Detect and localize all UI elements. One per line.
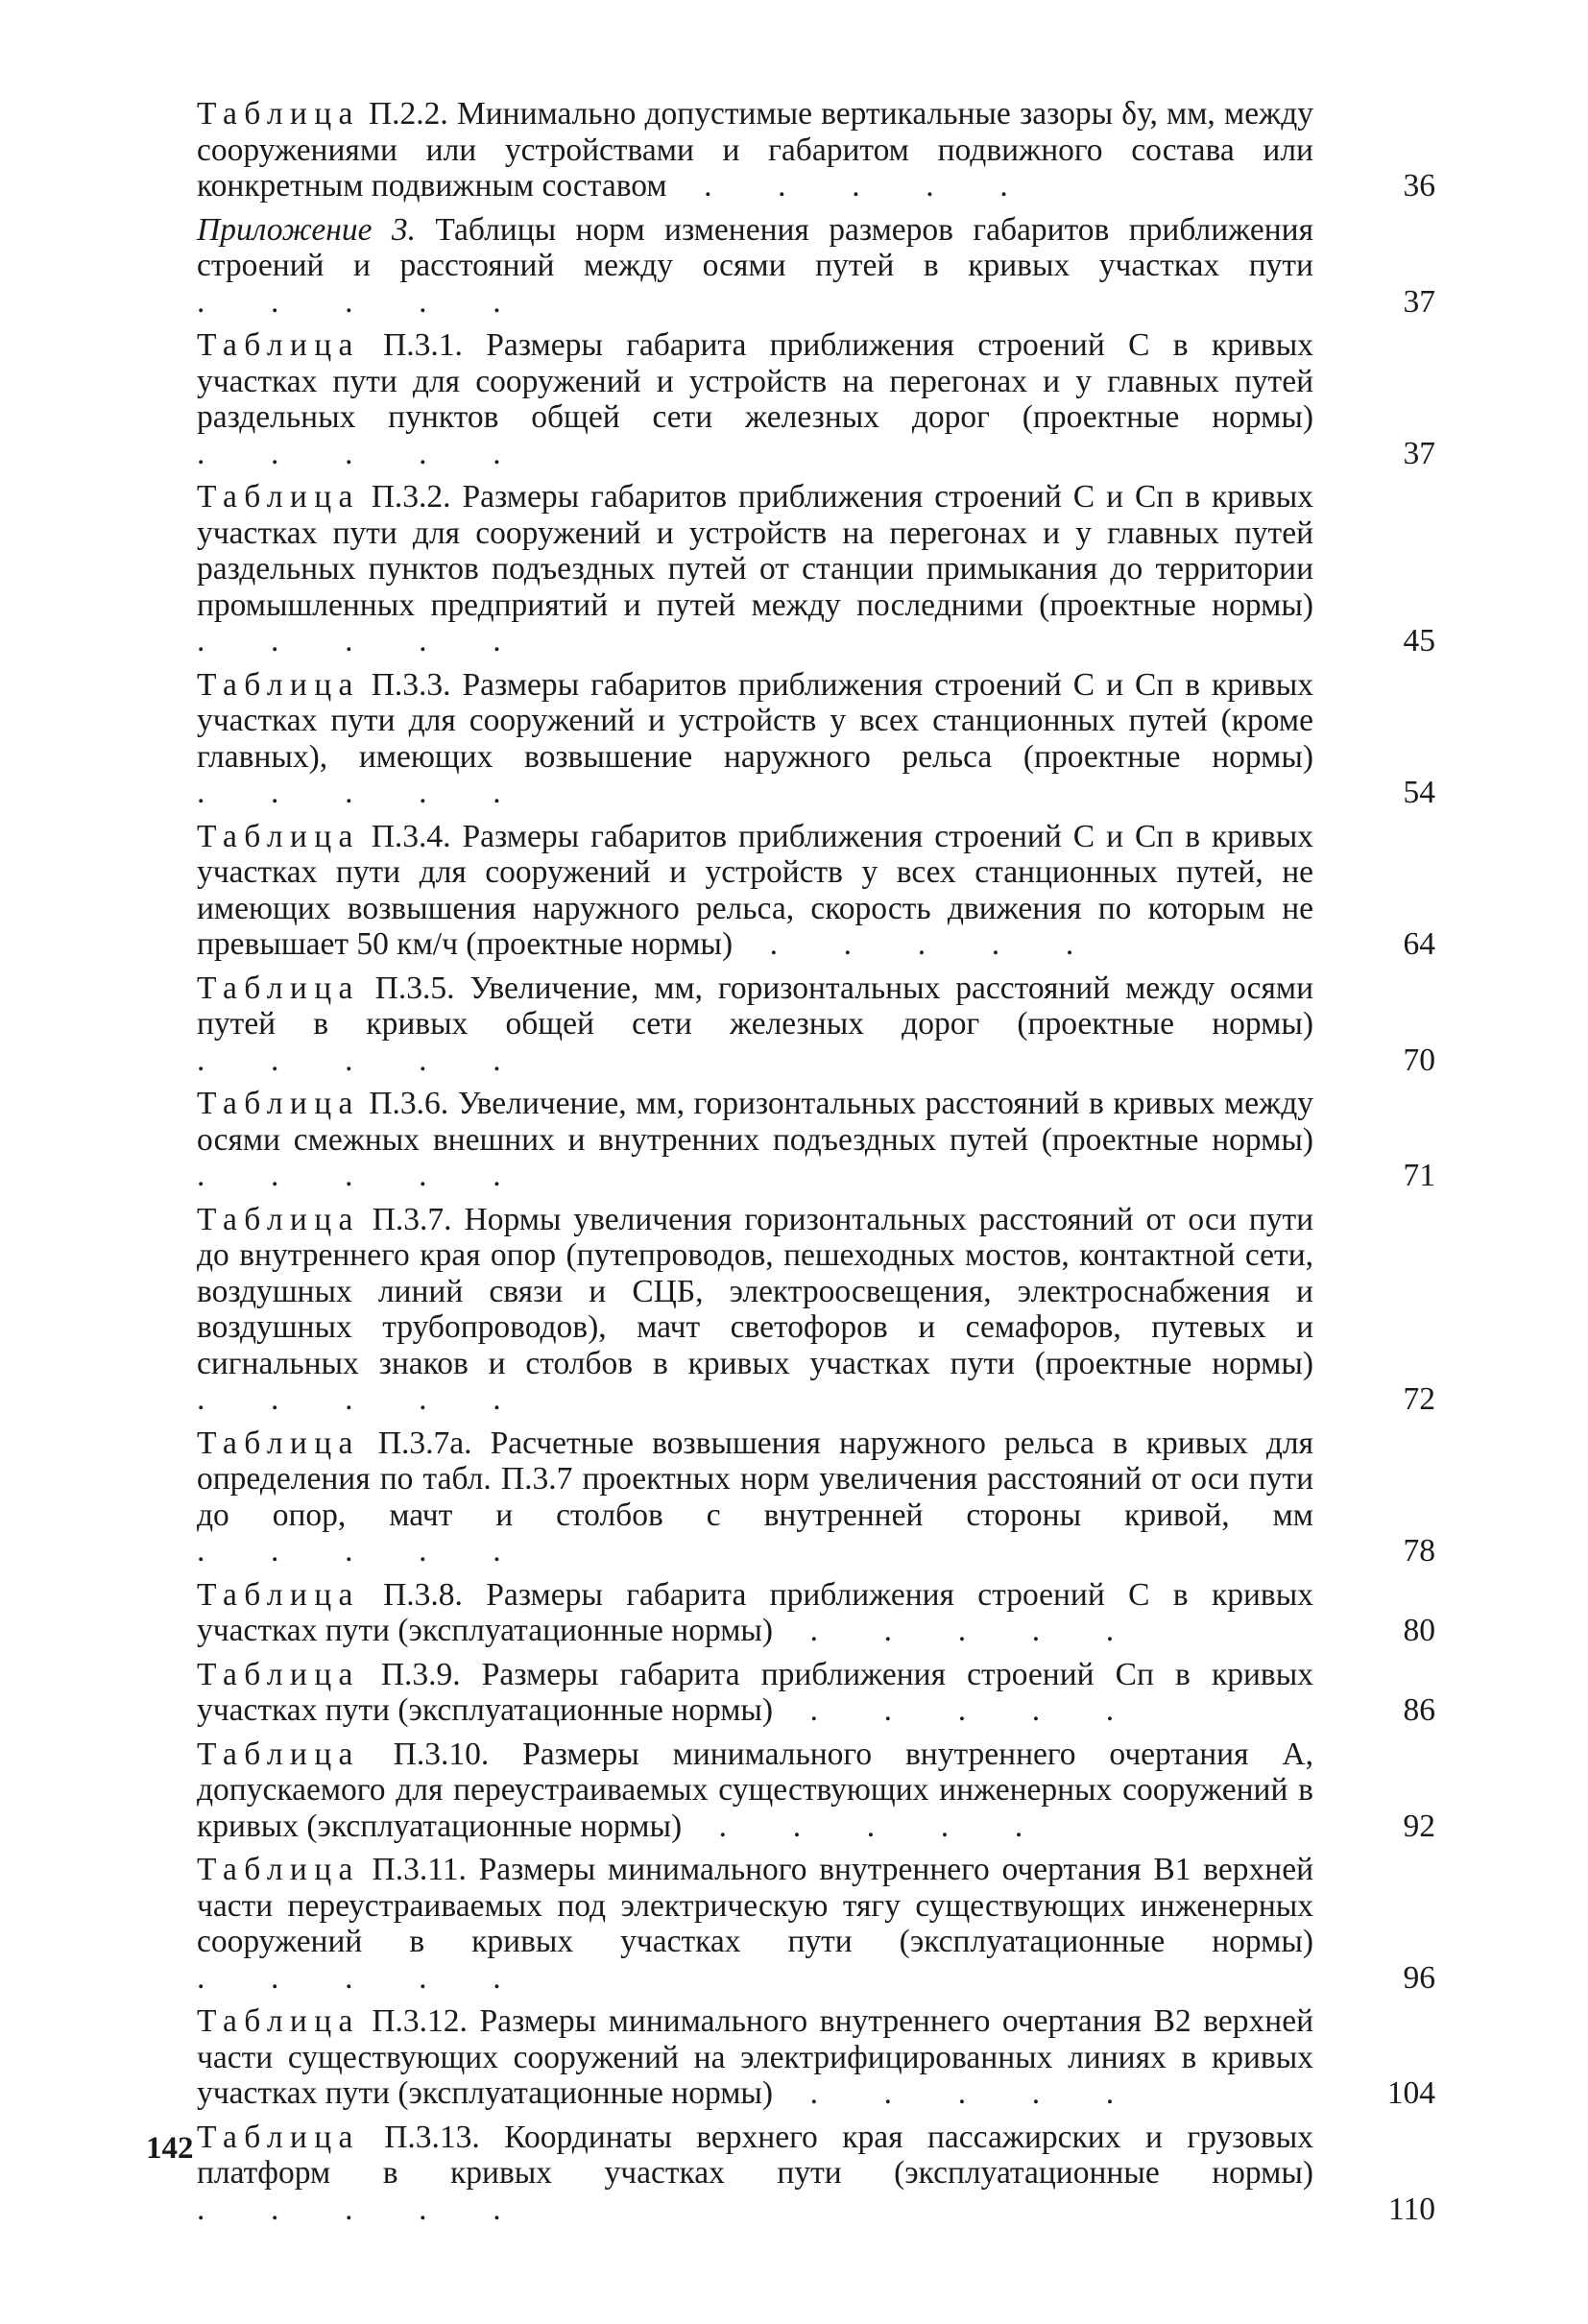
entry-number: П.3.8. [383, 1576, 463, 1613]
entry-page-number: 64 [1403, 926, 1435, 962]
entry-label: Таблица [197, 1656, 360, 1692]
entry-number: П.2.2. [368, 96, 448, 132]
dot-leader: . . . . . [773, 1613, 1143, 1648]
page-number: 142 [146, 2131, 194, 2166]
toc-entry-text [197, 1852, 1313, 1996]
entry-page-number: 54 [1403, 775, 1435, 810]
toc-entry-text [197, 1426, 1313, 1569]
entry-label: Таблица [197, 1201, 360, 1237]
entry-page-number: 110 [1387, 2191, 1435, 2227]
entry-number: П.3.4. [371, 818, 451, 854]
entry-number: П.3.7а. [377, 1425, 472, 1461]
entry-page-number: 72 [1403, 1381, 1435, 1417]
toc-entry-text [197, 970, 1313, 1079]
entry-label: Таблица [197, 818, 360, 854]
toc-entry [197, 970, 1435, 1079]
entry-label: Таблица [197, 1852, 360, 1887]
dot-leader: . . . . . [773, 2075, 1143, 2111]
entry-label: Таблица [197, 970, 360, 1006]
entry-page-number: 70 [1403, 1042, 1435, 1078]
toc-entry [197, 327, 1435, 471]
entry-description: Нормы увеличения горизонтальных расстояний от оси пути до внутреннего края опор (путепроводов, пешеходных мостов, контактной сети, воздушных линий связи и СЦБ, электроосвещения, электроснабжения и воздушных трубопроводов), мачт светофоров и семафоров, путевых и сигнальных знаков и столбов в кривых участках пути (проектные нормы) [197, 1201, 1314, 1381]
entry-label: Таблица [197, 666, 360, 703]
entry-description: Размеры габарита приближения строений С в кривых участках пути для сооружений и устройств на перегонах и у главных путей раздельных пунктов общей сети железных дорог (проектные нормы) [197, 327, 1313, 435]
entry-description: Размеры габаритов приближения строений С и Сп в кривых участках пути для сооружений и устройств у всех станционных путей (кроме главных), имеющих возвышение наружного рельса (проектные нормы) [197, 666, 1314, 775]
toc-entry-text [197, 96, 1313, 204]
dot-leader: . . . . . [197, 1042, 530, 1078]
toc-entry [197, 1852, 1435, 1996]
entry-description: Расчетные возвышения наружного рельса в кривых для определения по табл. П.3.7 проектных норм увеличения расстояний от оси пути до опор, мачт и столбов с внутренней стороны кривой, мм [197, 1425, 1314, 1533]
dot-leader: . . . . . [682, 1808, 1052, 1844]
toc-entry [197, 819, 1435, 963]
entry-label: Таблица [197, 327, 360, 363]
entry-description: Координаты верхнего края пассажирских и грузовых платформ в кривых участках пути (эксплуатационные нормы) [197, 2119, 1314, 2191]
entry-page-number: 104 [1386, 2075, 1435, 2111]
entry-page-number: 92 [1403, 1808, 1435, 1844]
dot-leader: . . . . . [197, 775, 530, 810]
toc-entry-text [197, 2120, 1313, 2228]
toc-entry [197, 2003, 1435, 2112]
toc-entry-text [197, 1086, 1313, 1194]
dot-leader: . . . . . [197, 1959, 530, 1996]
entry-label: Таблица [197, 96, 360, 132]
entry-description: Минимально допустимые вертикальные зазоры δу, мм, между сооружениями или устройствами и габаритом подвижного состава или конкретным подвижным составом [197, 96, 1313, 204]
entry-number: П.3.6. [369, 1086, 449, 1121]
entry-description: Размеры минимального внутреннего очертания В2 верхней части существующих сооружений на электрифицированных линиях в кривых участках пути (эксплуатационные нормы) [197, 2003, 1314, 2111]
toc-entry-text [197, 1577, 1313, 1649]
entry-label: Таблица [197, 2003, 360, 2039]
entry-label: Таблица [197, 479, 360, 515]
table-of-contents [197, 96, 1435, 2235]
entry-number: П.3.3. [371, 666, 451, 703]
entry-number: П.3.2. [371, 479, 451, 515]
toc-entry [197, 1202, 1435, 1418]
toc-entry [197, 1577, 1435, 1649]
entry-description: Размеры минимального внутреннего очертания В1 верхней части переустраиваемых под электрическую тягу существующих инженерных сооружений в кривых участках пути (эксплуатационные нормы) [197, 1852, 1313, 1959]
entry-label: Таблица [197, 1576, 360, 1613]
toc-entry [197, 479, 1435, 659]
toc-entry [197, 1737, 1435, 1845]
dot-leader: . . . . . [197, 623, 530, 659]
toc-entry [197, 1086, 1435, 1194]
toc-entry-text [197, 212, 1313, 321]
entry-number: П.3.13. [384, 2119, 480, 2155]
entry-label: Таблица [197, 2119, 360, 2155]
entry-description: Увеличение, мм, горизонтальных расстояний между осями путей в кривых общей сети железных дорог (проектные нормы) [197, 970, 1313, 1042]
toc-entry-text [197, 1202, 1313, 1418]
dot-leader: . . . . . [197, 2191, 530, 2227]
toc-entry-text [197, 667, 1313, 811]
toc-entry [197, 667, 1435, 811]
entry-page-number: 80 [1403, 1613, 1435, 1648]
entry-description: Таблицы норм изменения размеров габаритов приближения строений и расстояний между осями путей в кривых участках пути [197, 211, 1314, 283]
entry-page-number: 96 [1403, 1959, 1435, 1996]
entry-number: П.3.12. [372, 2003, 468, 2039]
entry-page-number: 71 [1403, 1158, 1435, 1193]
dot-leader: . . . . . [773, 1692, 1143, 1728]
toc-entry-text [197, 2003, 1313, 2112]
toc-entry [197, 212, 1435, 321]
dot-leader: . . . . . [666, 168, 1037, 204]
entry-description: Размеры габаритов приближения строений С и Сп в кривых участках пути для сооружений и устройств у всех станционных путей, не имеющих возвышения наружного рельса, скорость движения по которым не превышает 50 км/ч (проектные нормы) [197, 818, 1314, 962]
entry-page-number: 86 [1403, 1692, 1435, 1728]
entry-number: П.3.7. [372, 1201, 452, 1237]
entry-number: П.3.10. [393, 1736, 490, 1772]
entry-description: Размеры габарита приближения строений С в кривых участках пути (эксплуатационные нормы) [197, 1576, 1313, 1648]
toc-entry [197, 2120, 1435, 2228]
entry-number: 3. [391, 211, 416, 248]
toc-entry [197, 96, 1435, 204]
entry-page-number: 36 [1403, 168, 1435, 204]
entry-number: П.3.5. [374, 970, 455, 1006]
dot-leader: . . . . . [197, 283, 530, 320]
dot-leader: . . . . . [197, 1381, 530, 1417]
entry-description: Увеличение, мм, горизонтальных расстояний в кривых между осями смежных внешних и внутренних подъездных путей (проектные нормы) [197, 1086, 1313, 1158]
dot-leader: . . . . . [197, 435, 530, 471]
toc-entry [197, 1657, 1435, 1729]
entry-label: Таблица [197, 1425, 360, 1461]
entry-page-number: 45 [1403, 623, 1435, 659]
entry-page-number: 37 [1403, 283, 1435, 320]
toc-entry-text [197, 327, 1313, 471]
entry-page-number: 78 [1403, 1533, 1435, 1569]
entry-description: Размеры минимального внутреннего очертания А, допускаемого для переустраиваемых существующих инженерных сооружений в кривых (эксплуатационные нормы) [197, 1736, 1313, 1844]
entry-page-number: 37 [1403, 435, 1435, 471]
dot-leader: . . . . . [733, 926, 1103, 962]
toc-entry-text [197, 819, 1313, 963]
toc-entry-text [197, 479, 1313, 659]
entry-number: П.3.11. [372, 1852, 467, 1887]
entry-label: Таблица [197, 1736, 360, 1772]
dot-leader: . . . . . [197, 1158, 530, 1193]
entry-description: Размеры габарита приближения строений Сп в кривых участках пути (эксплуатационные нормы) [197, 1656, 1314, 1728]
entry-label: Таблица [197, 1086, 360, 1121]
entry-number: П.3.1. [383, 327, 463, 363]
dot-leader: . . . . . [197, 1533, 530, 1569]
toc-entry-text [197, 1737, 1313, 1845]
entry-label: Приложение [197, 211, 373, 248]
entry-description: Размеры габаритов приближения строений С и Сп в кривых участках пути для сооружений и устройств на перегонах и у главных путей раздельных пунктов подъездных путей от станции примыкания до территории промышленных предприятий и путей между последними (проектные нормы) [197, 479, 1314, 623]
toc-entry-text [197, 1657, 1313, 1729]
entry-number: П.3.9. [380, 1656, 461, 1692]
toc-entry [197, 1426, 1435, 1569]
